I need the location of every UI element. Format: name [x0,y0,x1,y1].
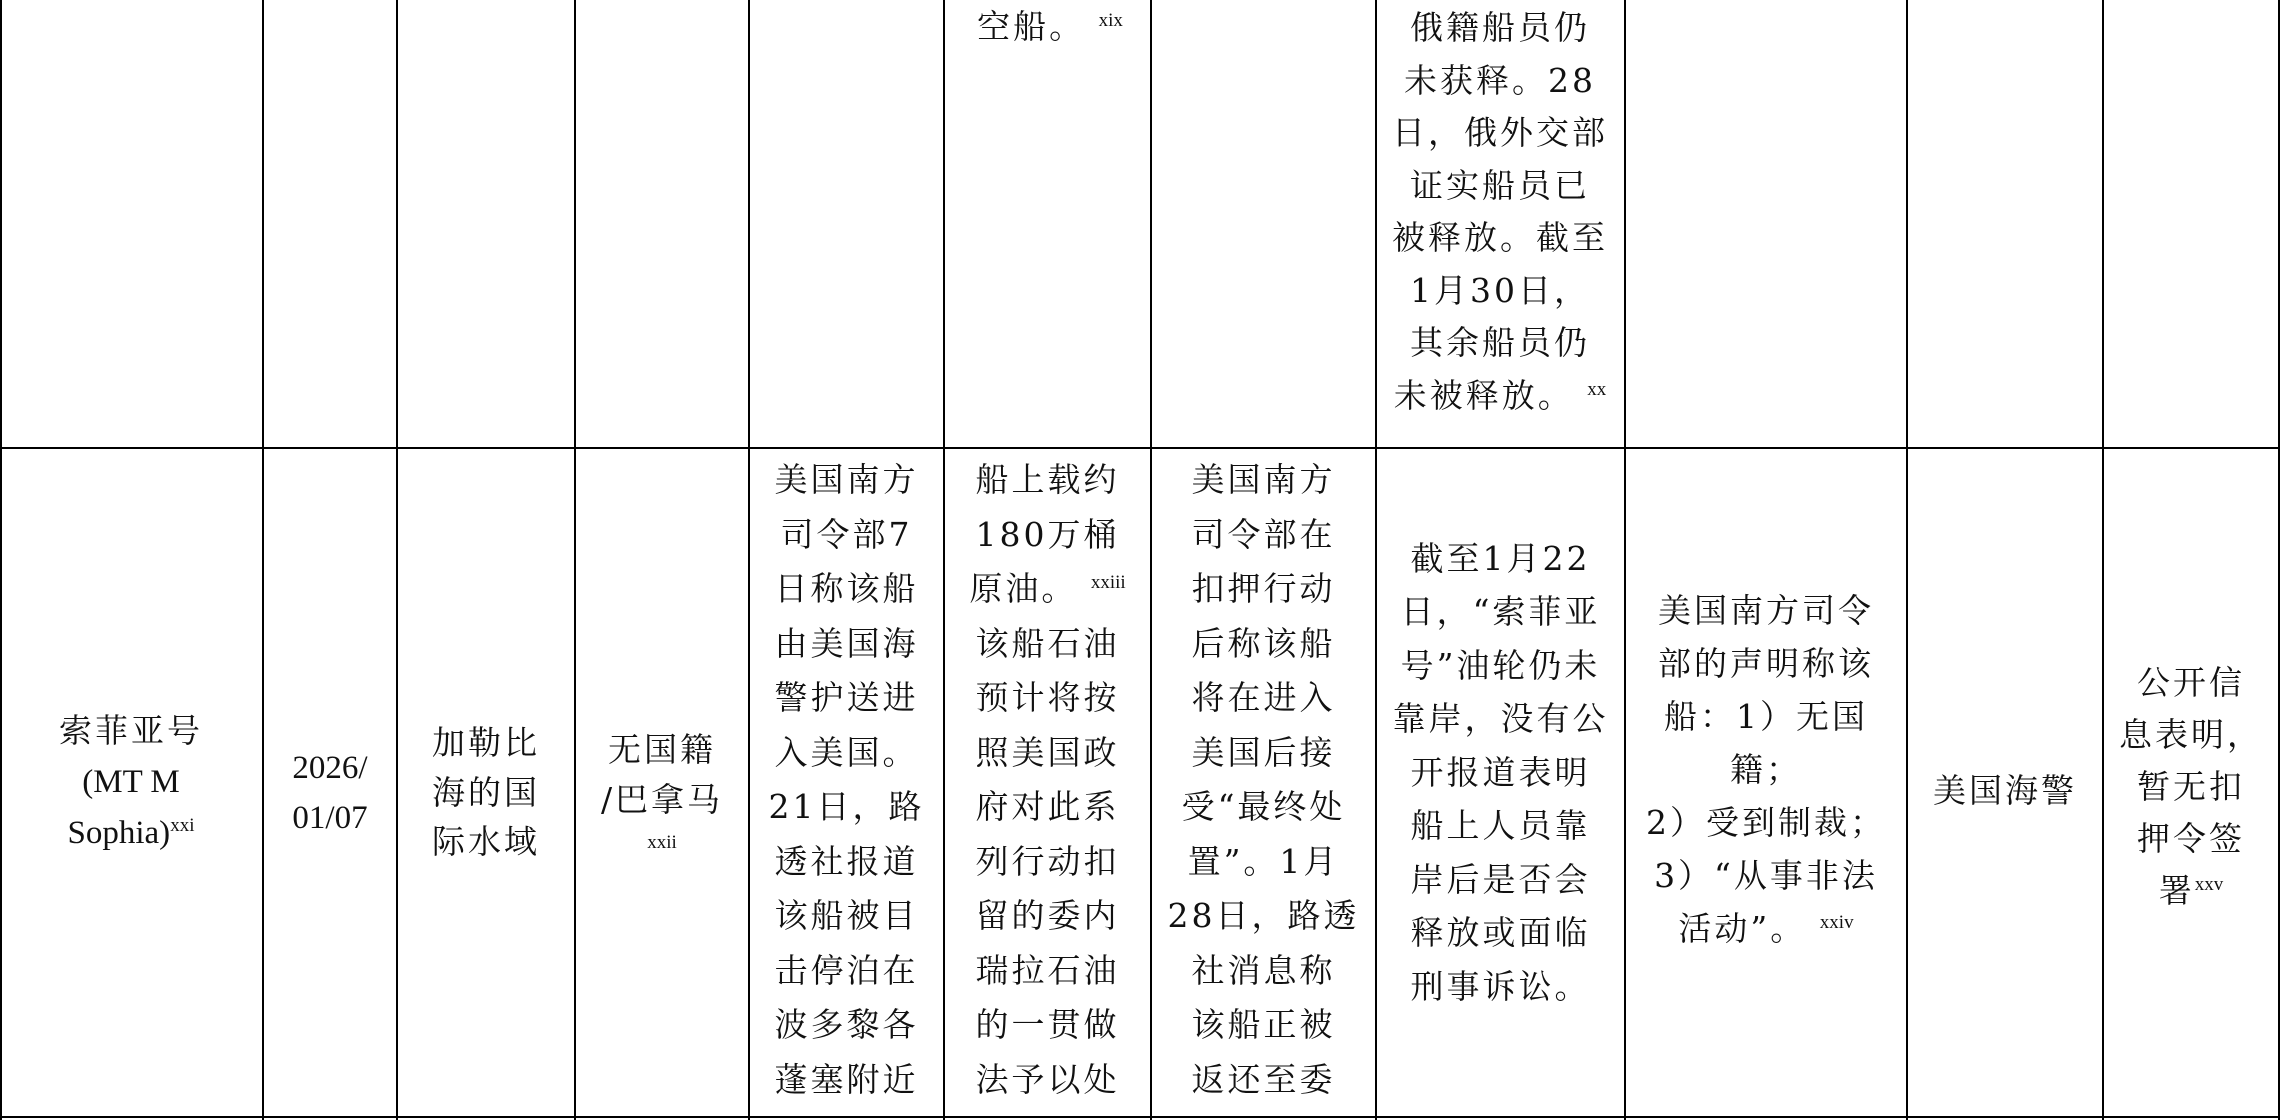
footnote-ref: xxiv [1819,912,1854,933]
seizure-reason-cell [1626,449,1906,1116]
disposal-cell [1152,449,1375,1116]
cargo-cell [945,449,1150,1116]
agency-cell [1908,449,2102,1116]
crew-status-text: 截至1月22 日，“索菲亚 号”油轮仍未 靠岸，没有公 开报道表明 船上人员靠 岸后是否会 释放或面临 刑事诉讼。 [1392,538,1609,1006]
footnote-ref: xix [1098,10,1123,31]
seizure-date-cell [264,449,396,1116]
route-text: 美国南方 司令部7 日称该船 由美国海 警护送进 入美国。 21日，路 透社报道 该船被目 击停泊在 波多黎各 蓬塞附近 [768,460,925,1099]
seizure-date: 2026/ 01/07 [292,750,368,836]
cargo-text: 空船。 $^{xix}$ [977,7,1123,46]
seizure-location: 加勒比 海的国 际水域 [432,723,540,862]
crew-status-cell [1377,449,1624,1116]
footnote-ref: xxii [647,832,677,854]
disposal-text: 美国南方 司令部在 扣押行动 后称该船 将在进入 美国后接 受“最终处 置”。1月 28日，路透 社消息称 该船正被 返还至委 [1167,460,1360,1099]
vessel-name: 索菲亚号 (MT M Sophia)$^{xxi}$ [59,711,203,852]
location-cell [398,449,574,1116]
flag-status: 无国籍 /巴拿马 $^{xxii}$ [600,730,724,854]
crew-status-cell-continued [1375,0,1625,447]
footnote-ref: xxiii [1090,572,1126,593]
row-rule [0,1116,2280,1118]
enforcing-agency: 美国海警 [1933,770,2077,810]
warrant-cell [2104,449,2278,1116]
cargo-text: 船上载约 180万桶 原油。 $^{xxiii}$ 该船石油 预计将按 照美国政 府对此系 列行动扣 留的委内 瑞拉石油 的一贯做 法予以处 [969,460,1126,1099]
crew-status-text: 俄籍船员仍 未获释。28 日，俄外交部 证实船员已 被释放。截至 1月30日， 其余船员仍 未被释放。 $^{xx}$ [1392,8,1608,415]
footnote-ref: xxi [170,815,195,837]
vessel-name-cell [0,449,262,1116]
flag-cell [576,449,748,1116]
warrant-status: 公开信 息表明， 暂无扣 押令签 署$^{xxv}$ [2119,662,2263,910]
footnote-ref: xxv [2194,873,2224,895]
cargo-cell-continued [950,0,1150,447]
footnote-ref: xx [1587,378,1607,400]
route-cell [750,449,943,1116]
seizure-reason: 美国南方司令 部的声明称该 船：1）无国籍； 2）受到制裁； 3）“从事非法 活动”。 $^{xxiv}$ [1646,591,1886,948]
